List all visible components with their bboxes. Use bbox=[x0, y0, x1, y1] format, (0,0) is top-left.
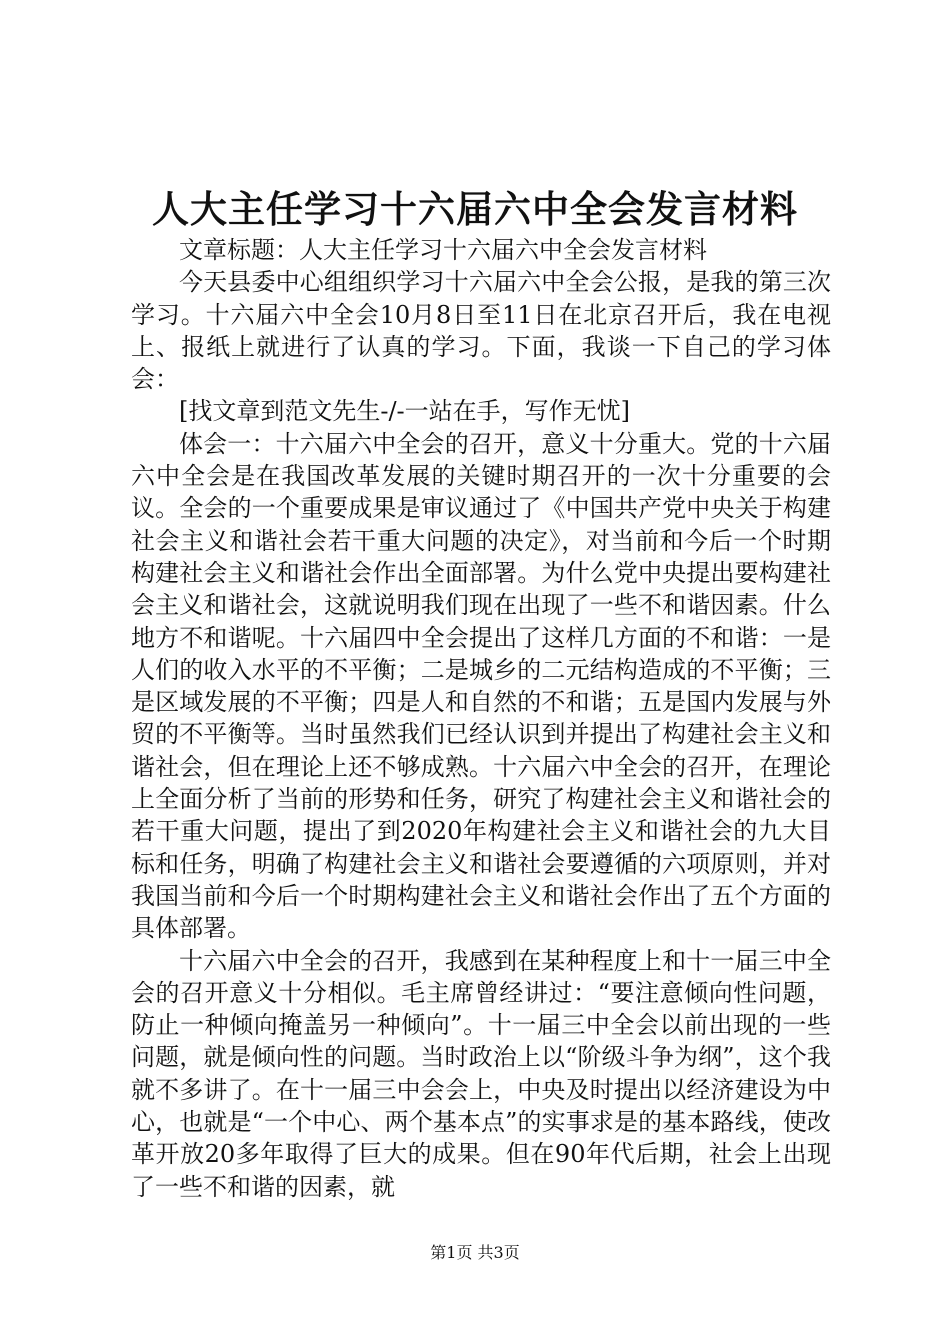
paragraph-intro: 今天县委中心组组织学习十六届六中全会公报，是我的第三次学习。十六届六中全会10月8日至11日在北京召开后，我在电视上、报纸上就进行了认真的学习。下面，我谈一下自己的学习体会： bbox=[131, 268, 831, 394]
paragraph-source-note: [找文章到范文先生-/-一站在手，写作无忧] bbox=[179, 397, 631, 426]
paragraph-comparison: 十六届六中全会的召开，我感到在某种程度上和十一届三中全会的召开意义十分相似。毛主席曾经讲过：“要注意倾向性问题，防止一种倾向掩盖另一种倾向”。十一届三中全会以前出现的一些问题，就是倾向性的问题。当时政治上以“阶级斗争为纲”，这个我就不多讲了。在十一届三中会会上，中央及时提出以经济建设为中心，也就是“一个中心、两个基本点”的实事求是的基本路线，使改革开放20多年取得了巨大的成果。但在90年代后期，社会上出现了一些不和谐的因素，就 bbox=[131, 946, 831, 1201]
paragraph-article-title: 文章标题：人大主任学习十六届六中全会发言材料 bbox=[179, 236, 707, 264]
paragraph-insight-one: 体会一：十六届六中全会的召开，意义十分重大。党的十六届六中全会是在我国改革发展的关键时期召开的一次十分重要的会议。全会的一个重要成果是审议通过了《中国共产党中央关于构建社会主义和谐社会若干重大问题的决定》，对当前和今后一个时期构建社会主义和谐社会作出全面部署。为什么党中央提出要构建社会主义和谐社会，这就说明我们现在出现了一些不和谐因素。什么地方不和谐呢。十六届四中全会提出了这样几方面的不和谐：一是人们的收入水平的不平衡；二是城乡的二元结构造成的不平衡；三是区域发展的不平衡；四是人和自然的不和谐；五是国内发展与外贸的不平衡等。当时虽然我们已经认识到并提出了构建社会主义和谐社会，但在理论上还不够成熟。十六届六中全会的召开，在理论上全面分析了当前的形势和任务，研究了构建社会主义和谐社会的若干重大问题，提出了到2020年构建社会主义和谐社会的九大目标和任务，明确了构建社会主义和谐社会要遵循的六项原则，并对我国当前和今后一个时期构建社会主义和谐社会作出了五个方面的具体部署。 bbox=[131, 429, 831, 943]
document-title: 人大主任学习十六届六中全会发言材料 bbox=[152, 187, 798, 231]
page-footer: 第1页 共3页 bbox=[430, 1243, 520, 1262]
document-body bbox=[131, 234, 831, 1203]
